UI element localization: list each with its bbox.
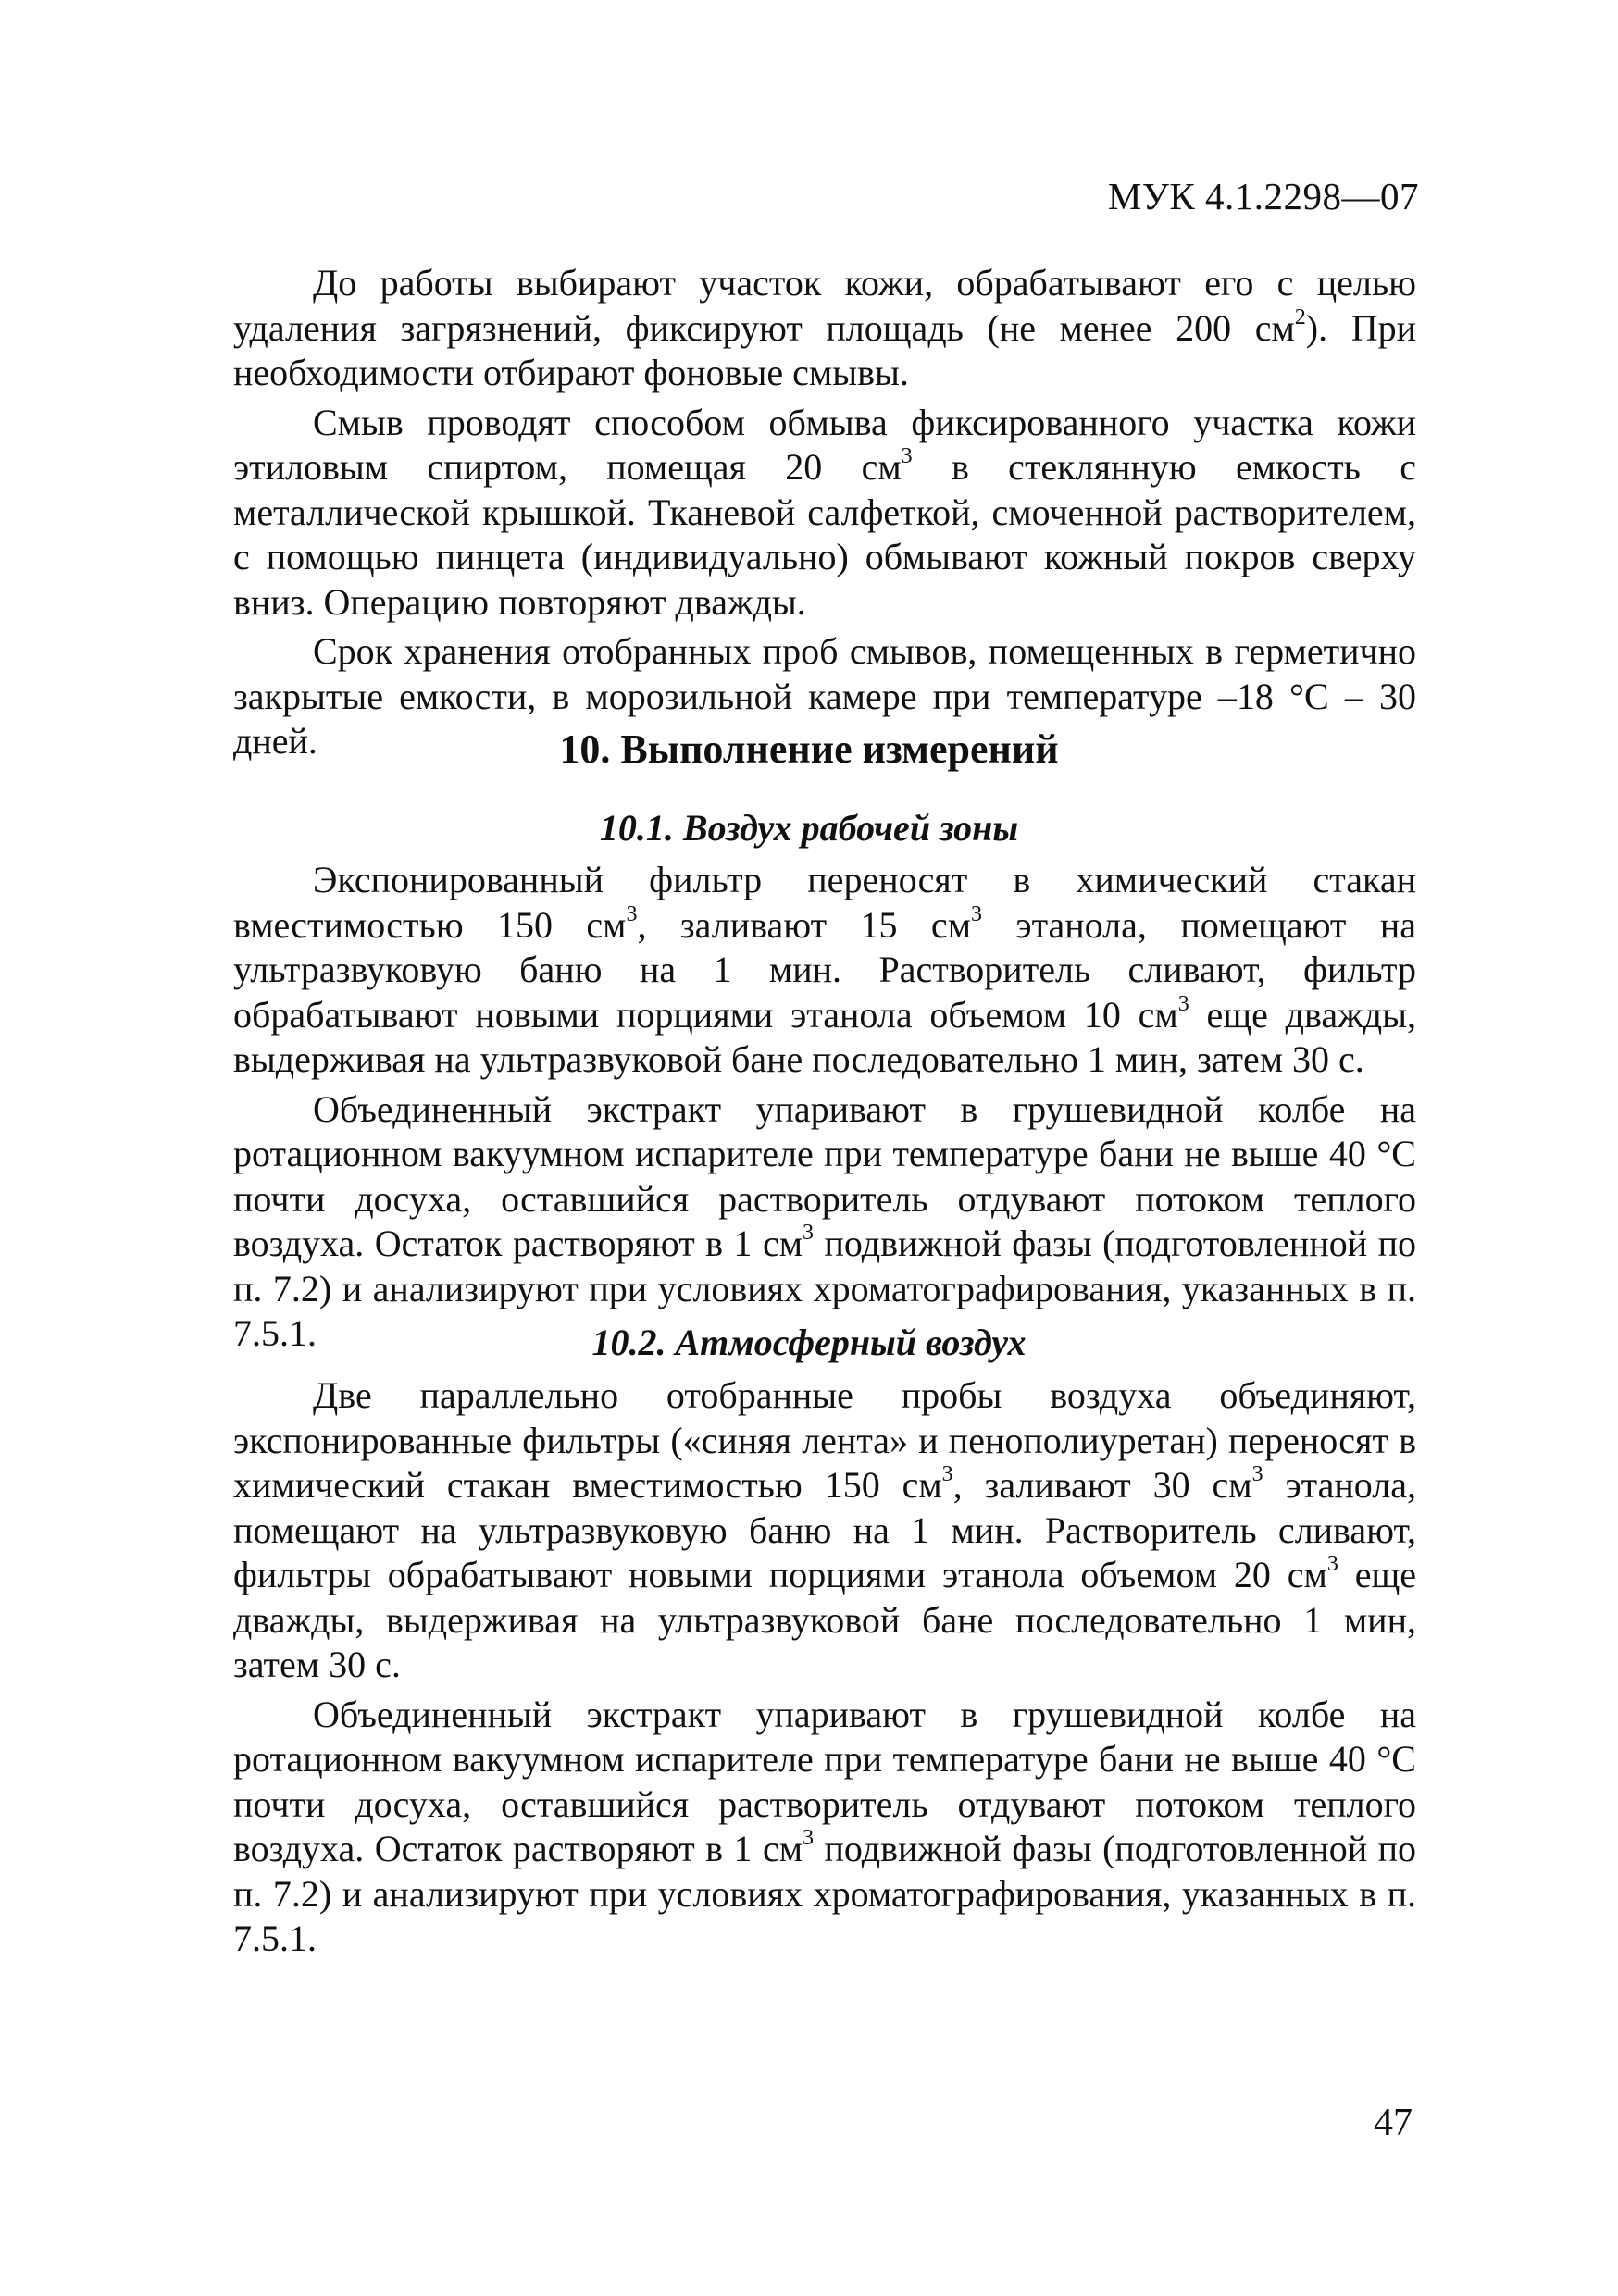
superscript: 3 — [626, 901, 638, 926]
subsection-10-2-paragraph-1 — [233, 1373, 1416, 1688]
superscript: 3 — [941, 1462, 953, 1486]
superscript: 3 — [803, 1826, 815, 1850]
superscript: 3 — [1177, 991, 1189, 1016]
superscript: 3 — [803, 1221, 815, 1245]
text-run: Две параллельно отобранные пробы воздуха объединяют, экспонированные фильтры («синяя лента» и пенополиуретан) переносят в химический стакан вместимостью 150 см — [233, 1374, 1416, 1506]
text-run: этанола, помещают на ультразвуковую баню на 1 мин. Растворитель сливают, фильтры обрабатывают новыми порциями этанола объемом 20 см — [233, 1464, 1416, 1595]
text-run: Экспонированный фильтр переносят в химический стакан вместимостью 150 см — [233, 859, 1416, 946]
text-run: еще дважды, выдерживая на ультразвуковой бане последовательно 1 мин, затем 30 с. — [233, 993, 1416, 1080]
text-run: Объединенный экстракт упаривают в грушевидной колбе на ротационном вакуумном испарителе при температуре бани не выше 40 °С почти досуха, оставшийся растворитель отдувают потоком теплого воздуха. Остаток растворяют в 1 см — [233, 1693, 1416, 1869]
text-run: еще дважды, выдерживая на ультразвуковой бане последовательно 1 мин, затем 30 с. — [233, 1554, 1417, 1685]
intro-paragraph-3: Срок хранения отобранных проб смывов, помещенных в герметично закрытые емкости, в морозильной камере при температуре –18 °С – 30 дней. — [233, 630, 1416, 762]
text-run: подвижной фазы (подготовленной по п. 7.2) и анализируют при условиях хроматографирования, указанных в п. 7.5.1. — [233, 1828, 1416, 1959]
subsection-10-1-text — [233, 858, 1416, 1361]
text-run: , заливают 30 см — [952, 1464, 1252, 1506]
text-run: Смыв проводят способом обмыва фиксированного участка кожи этиловым спиртом, помещая 20 см — [233, 401, 1416, 488]
superscript: 3 — [971, 901, 982, 926]
subsection-10-1-paragraph-1 — [233, 858, 1416, 1083]
superscript: 3 — [1326, 1552, 1338, 1576]
section-title: 10. Выполнение измерений — [559, 726, 1059, 772]
text-run: , заливают 15 см — [637, 903, 971, 946]
subsection-title-10-2: 10.2. Атмосферный воздух — [591, 1322, 1027, 1363]
superscript: 3 — [901, 444, 913, 468]
text-run: в стеклянную емкость с металлической крышкой. Тканевой салфеткой, смоченной растворителем, с помощью пинцета (индивидуально) обмывают кожный покров сверху вниз. Операцию повторяют дважды. — [233, 446, 1416, 623]
intro-paragraph-1 — [233, 261, 1416, 396]
intro-paragraph-2 — [233, 401, 1416, 626]
intro-text-block — [233, 261, 1416, 769]
superscript: 2 — [1294, 304, 1306, 329]
text-run: ). При необходимости отбирают фоновые смывы. — [233, 306, 1416, 393]
text-run: До работы выбирают участок кожи, обрабатывают его с целью удаления загрязнений, фиксируют площадь (не менее 200 см — [233, 262, 1416, 349]
subsection-10-2-text — [233, 1373, 1416, 1967]
superscript: 3 — [1251, 1462, 1263, 1486]
subsection-10-2-paragraph-2 — [233, 1693, 1416, 1962]
subsection-title-10-1: 10.1. Воздух рабочей зоны — [599, 807, 1019, 849]
text-run: этанола, помещают на ультразвуковую баню на 1 мин. Растворитель сливают, фильтр обрабатывают новыми порциями этанола объемом 10 см — [233, 903, 1416, 1036]
page-number: 47 — [1374, 2102, 1413, 2144]
text-run: подвижной фазы (подготовленной по п. 7.2) и анализируют при условиях хроматографирования, указанных в п. 7.5.1. — [233, 1222, 1416, 1354]
document-code-header: МУК 4.1.2298—07 — [1107, 175, 1419, 217]
text-run: Объединенный экстракт упаривают в грушевидной колбе на ротационном вакуумном испарителе при температуре бани не выше 40 °С почти досуха, оставшийся растворитель отдувают потоком теплого воздуха. Остаток растворяют в 1 см — [233, 1087, 1416, 1264]
subsection-10-1-paragraph-2 — [233, 1087, 1416, 1357]
